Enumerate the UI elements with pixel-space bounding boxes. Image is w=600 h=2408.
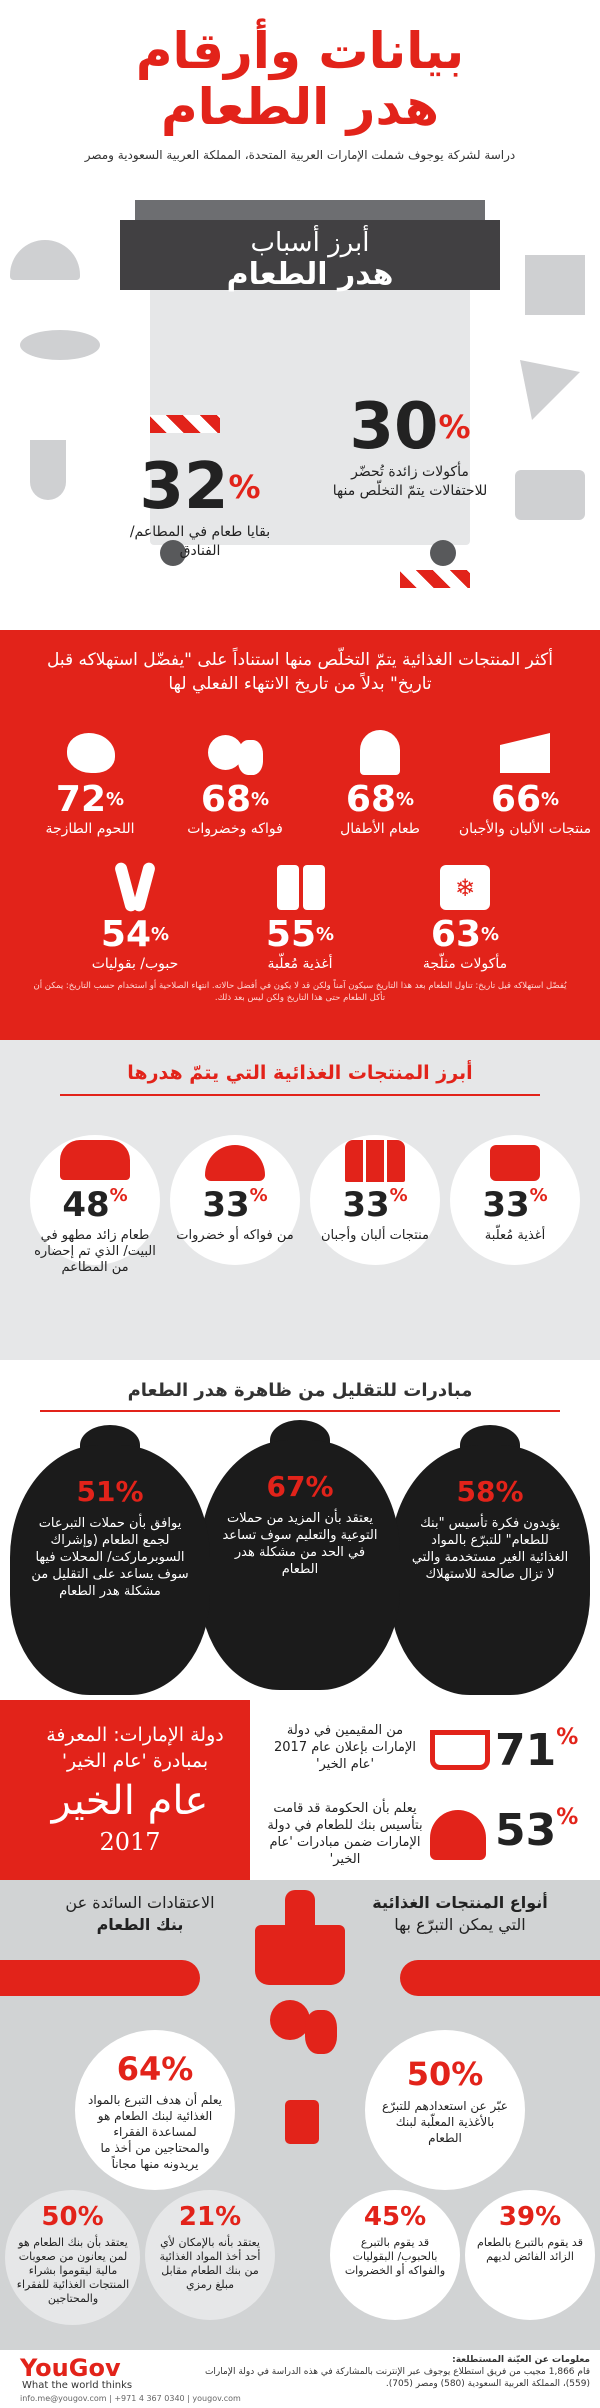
- meat-icon: [55, 725, 125, 780]
- type-value: 50%: [406, 2055, 484, 2093]
- belief-value: 50%: [41, 2202, 104, 2232]
- pizza-slice-icon: [520, 360, 580, 420]
- expiry-item-fruit: [160, 725, 310, 838]
- baby-food-icon: [345, 725, 415, 780]
- uae-section: [0, 1700, 600, 1880]
- type-value: 39%: [498, 2202, 562, 2232]
- person-box-icon: [430, 1810, 486, 1860]
- cake-icon: [515, 470, 585, 520]
- type-label: عبّر عن استعدادهم للتبرّع بالأغذية المعلّبة لبنك الطعام: [382, 2099, 508, 2145]
- contact-info: info.me@yougov.com | +971 4 367 0340 | yougov.com: [20, 2394, 241, 2403]
- stat-right-label: مأكولات زائدة تُحضّر للاحتفالات يتمّ التخلّص منها: [332, 464, 488, 499]
- uae-stat-value: 53%: [495, 1805, 579, 1856]
- wasted-heading: أبرز المنتجات الغذائية التي يتمّ هدرها: [127, 1062, 473, 1084]
- expiry-item-baby-food: [305, 725, 455, 838]
- wasted-value: 48%: [62, 1185, 128, 1225]
- fast-food-icon: [60, 1140, 130, 1180]
- year-of-giving-year: 2017: [99, 1828, 161, 1856]
- wasted-label: طعام زائد مطهو في البيت/ الذي تم إحضاره من المطاعم: [34, 1228, 156, 1275]
- expiry-item-label: اللحوم الطازجة: [45, 821, 135, 837]
- page-title-line2: هدر الطعام: [160, 78, 439, 136]
- foodbank-right-heading-line2: التي يمكن التبرّع بها: [394, 1915, 526, 1934]
- foodbank-right-heading-line1: أنواع المنتجات الغذائية: [372, 1893, 548, 1912]
- stat-left-label: بقايا طعام في المطاعم/ الفنادق: [129, 524, 271, 559]
- bottle-icon: [285, 1890, 315, 1930]
- type-value: 45%: [363, 2202, 427, 2232]
- stat-left: [125, 450, 275, 561]
- expiry-heading: أكثر المنتجات الغذائية يتمّ التخلّص منها استناداً على "يفضّل استهلاكه قبل تاريخ" بدلاً من تاريخ الانتهاء الفعلي لها: [47, 650, 553, 694]
- foodbank-left-heading: [20, 1892, 260, 1936]
- expiry-item-grains: [60, 860, 210, 973]
- divider: [40, 1410, 560, 1412]
- expiry-item-value: 63%: [430, 914, 500, 955]
- grapes-icon: [305, 2010, 337, 2054]
- belief-label: يعتقد بأن بنك الطعام هو لمن يعانون من صعوبات مالية ليقوموا بشراء المنتجات الغذائية للفقراء والمحتاجين: [16, 2236, 130, 2305]
- page-subtitle: دراسة لشركة يوجوف شملت الإمارات العربية المتحدة، المملكة العربية السعودية ومصر: [84, 148, 516, 162]
- foodbank-left-heading-line2: بنك الطعام: [96, 1915, 184, 1934]
- can-icon: [285, 2100, 319, 2144]
- dumpster-section: [0, 170, 600, 645]
- uae-heading: دولة الإمارات: المعرفة بمبادرة 'عام الخير': [46, 1724, 224, 1772]
- wasted-section: [0, 1040, 600, 1360]
- expiry-section: [0, 630, 600, 1040]
- stat-right-value: 30%: [349, 390, 471, 464]
- cheese-icon: [490, 725, 560, 780]
- belief-label: يعلم أن هدف التبرع بالمواد الغذائية لبنك الطعام هو لمساعدة الفقراء والمحتاجين من أخذ ما يريدونه منها مجاناً: [87, 2093, 223, 2171]
- page-title-line1: بيانات وأرقام: [135, 22, 465, 80]
- type-label: قد يقوم بالتبرع بالحبوب/ البقوليات والفواكه أو الخضروات: [344, 2236, 446, 2277]
- expiry-item-canned: [225, 860, 375, 973]
- wasted-value: 33%: [482, 1185, 548, 1225]
- plate-icon: [10, 240, 80, 280]
- stat-right: [330, 390, 490, 501]
- bag-label: يؤيدون فكرة تأسيس "بنك للطعام" للتبرّع بالمواد الغذائية الغير مستخدمة والتي لا تزال صالحة للاستهلاك: [411, 1516, 569, 1582]
- uae-stat-label: يعلم بأن الحكومة قد قامت بتأسيس بنك للطعام في دولة الإمارات ضمن مبادرات 'عام الخير': [267, 1801, 423, 1867]
- year-of-giving-logo: عام الخير: [51, 1778, 209, 1824]
- footer: [0, 2350, 600, 2408]
- wasted-label: منتجات ألبان وأجبان: [320, 1228, 430, 1243]
- takeout-box-icon: [525, 255, 585, 315]
- expiry-item-label: فواكه وخضروات: [187, 821, 283, 837]
- belief-value: 64%: [116, 2050, 194, 2088]
- fish-icon: [20, 330, 100, 360]
- foodbank-section: [0, 1880, 600, 2350]
- basket-icon: [255, 1925, 345, 1985]
- type-label: قد يقوم بالتبرع بالطعام الزائد الفائض لديهم: [477, 2236, 583, 2263]
- stat-left-value: 32%: [139, 450, 261, 524]
- dumpster-title-line1: أبرز أسباب: [250, 228, 370, 258]
- foodbank-right-heading: [340, 1892, 580, 1936]
- belief-value: 21%: [178, 2202, 242, 2232]
- expiry-item-value: 66%: [490, 779, 560, 820]
- milk-bottles-icon: [345, 1140, 405, 1182]
- bag-value: 51%: [76, 1475, 144, 1508]
- wheel-right: [430, 540, 456, 566]
- hand-left-icon: [0, 1960, 200, 1996]
- wheat-icon: [100, 860, 170, 915]
- yougov-tagline: What the world thinks: [22, 2380, 133, 2391]
- wasted-label: أغذية مُعلّبة: [484, 1228, 546, 1243]
- divider: [60, 1094, 540, 1096]
- dumpster-title-line2: هدر الطعام: [226, 257, 394, 292]
- uae-stat-label: من المقيمين في دولة الإمارات بإعلان عام 2017 'عام الخير': [274, 1723, 416, 1772]
- glass-icon: [30, 440, 66, 500]
- expiry-item-value: 54%: [100, 914, 170, 955]
- sample-info: [200, 2354, 590, 2390]
- initiatives-section: [0, 1360, 600, 1700]
- uae-stat-value: 71%: [495, 1725, 579, 1776]
- hazard-stripe-right: [400, 570, 470, 588]
- bag-value: 58%: [456, 1475, 524, 1508]
- expiry-item-value: 68%: [345, 779, 415, 820]
- bag-label: يوافق بأن حملات التبرعات لجمع الطعام (وإشراك السوبرماركت/ المحلات فيها سوف يساعد على التقليل من مشكلة هدر الطعام: [31, 1516, 189, 1599]
- foodbank-left-heading-line1: الاعتقادات السائدة عن: [65, 1893, 215, 1912]
- expiry-item-label: طعام الأطفال: [340, 821, 420, 837]
- bag-label: يعتقد بأن المزيد من حملات التوعية والتعليم سوف تساعد في الحد من مشكلة هدر الطعام: [222, 1511, 378, 1577]
- expiry-item-label: حبوب/ بقوليات: [91, 956, 179, 972]
- expiry-item-value: 72%: [55, 779, 125, 820]
- header: [0, 0, 600, 165]
- expiry-item-label: منتجات الألبان والأجبان: [458, 821, 592, 837]
- can-icon: [490, 1145, 540, 1181]
- hand-right-icon: [400, 1960, 600, 1996]
- belief-label: يعتقد بأنه بالإمكان لأي أحد أخذ المواد الغذائية من بنك الطعام مقابل مبلغ رمزي: [159, 2236, 261, 2291]
- wasted-value: 33%: [202, 1185, 268, 1225]
- expiry-item-label: أغذية مُعلّبة: [267, 956, 333, 972]
- wasted-value: 33%: [342, 1185, 408, 1225]
- apple-icon: [270, 2000, 310, 2040]
- expiry-item-dairy: [450, 725, 600, 838]
- sample-info-title: معلومات عن العيّنة المستطلعة:: [452, 2355, 590, 2365]
- expiry-item-meat: [15, 725, 165, 838]
- basket-icon: [430, 1730, 490, 1770]
- expiry-item-value: 55%: [265, 914, 335, 955]
- expiry-item-value: 68%: [200, 779, 270, 820]
- canned-icon: [265, 860, 335, 915]
- expiry-footnote: يُفضّل استهلاكه قبل تاريخ: تناول الطعام بعد هذا التاريخ سيكون آمناً ولكن قد لا يكون في أفضل حالاته. انتهاء الصلاحية أو استخدام حسب التاريخ: يمكن أن تأكل الطعام حتى هذا التاريخ ولكن ليس بعد ذلك.: [33, 981, 567, 1003]
- sample-info-text: قام 1,866 مجيب من فريق استطلاع يوجوف عبر الإنترنت بالمشاركة في هذه الدراسة في دولة الإمارات (559)، المملكة العربية السعودية (580) ومصر (705).: [204, 2367, 590, 2389]
- hazard-stripe-left: [150, 415, 220, 433]
- wasted-label: من فواكه أو خضروات: [176, 1228, 294, 1243]
- initiatives-heading: مبادرات للتقليل من ظاهرة هدر الطعام: [127, 1380, 473, 1401]
- bag-value: 67%: [266, 1470, 334, 1503]
- fruit-icon: [200, 725, 270, 780]
- yougov-logo: YouGov: [20, 2354, 121, 2382]
- expiry-item-label: مأكولات مثلّجة: [422, 956, 508, 972]
- frozen-icon: ❄: [430, 860, 500, 915]
- expiry-item-frozen: [390, 860, 540, 973]
